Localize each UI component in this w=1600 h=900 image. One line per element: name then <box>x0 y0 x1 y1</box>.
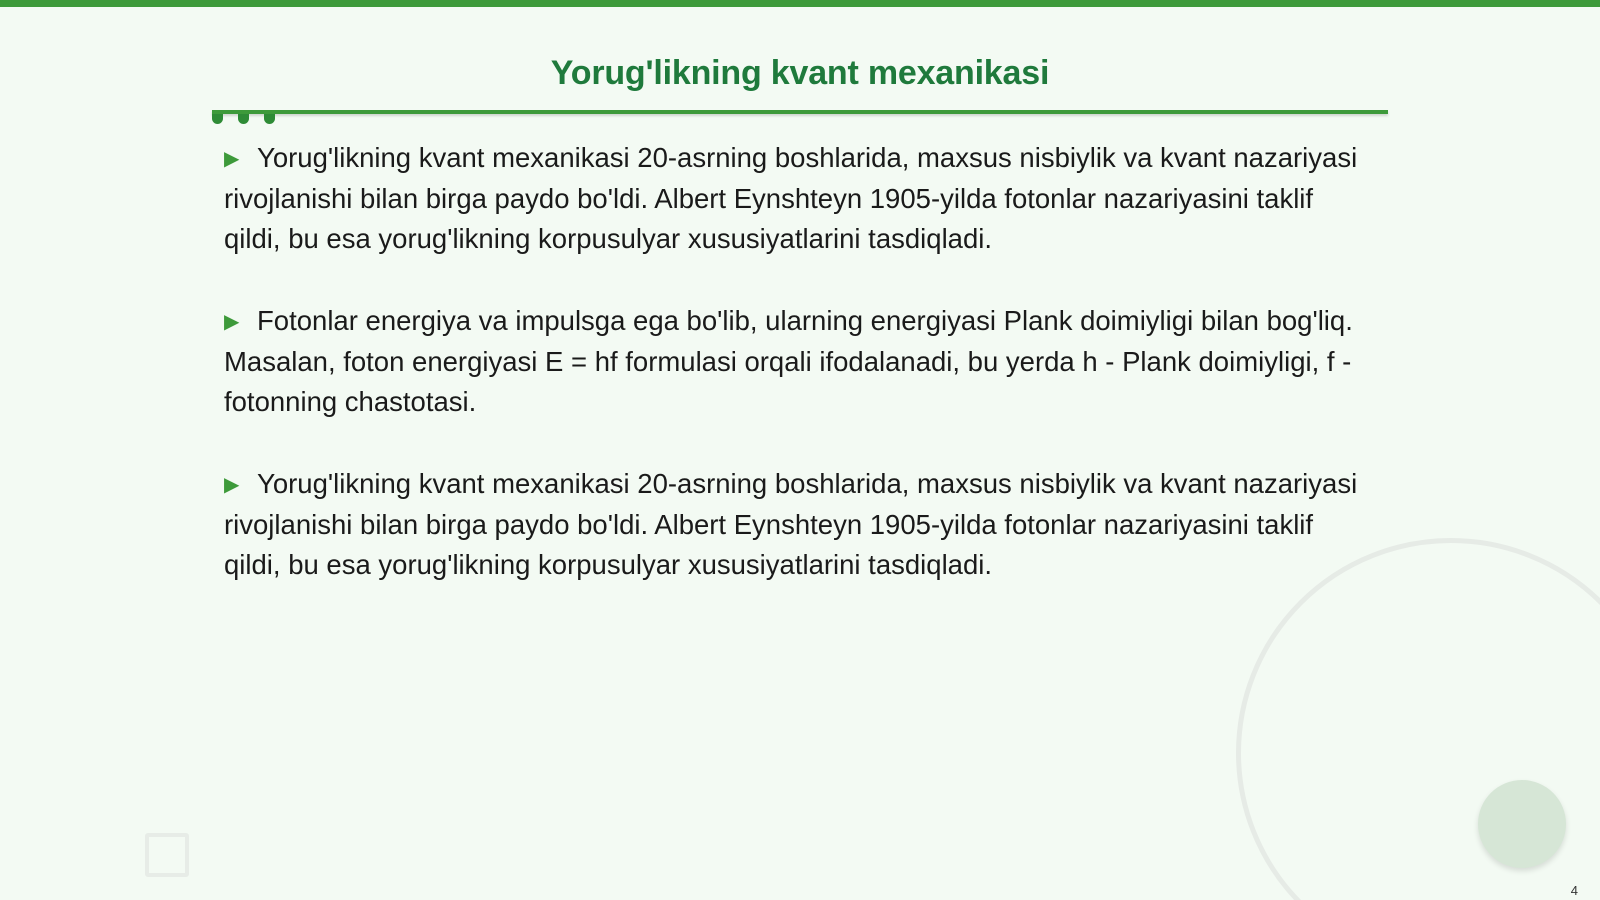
triangle-right-icon: ▶ <box>224 148 240 170</box>
slide-title: Yorug'likning kvant mexanikasi <box>550 54 1050 92</box>
bullet-paragraph-3 <box>224 464 1374 585</box>
paragraph-text: Yorug'likning kvant mexanikasi 20-asrning boshlarida, maxsus nisbiylik va kvant nazariyasi rivojlanishi bilan birga paydo bo'ldi. Albert Eynshteyn 1905-yilda fotonlar nazariyasini taklif qildi, bu esa yorug'likning korpusulyar xususiyatlarini tasdiqladi. <box>224 468 1358 580</box>
decorative-dot <box>238 114 249 124</box>
title-underline <box>212 110 1388 114</box>
bullet-paragraph-1 <box>224 138 1374 259</box>
bullet-paragraph-2 <box>224 301 1374 422</box>
decorative-square <box>145 833 189 877</box>
bullet-list <box>224 138 1374 627</box>
top-accent-bar <box>0 0 1600 7</box>
triangle-right-icon: ▶ <box>224 311 240 333</box>
page-number: 4 <box>1570 883 1578 898</box>
triangle-right-icon: ▶ <box>224 474 240 496</box>
paragraph-text: Yorug'likning kvant mexanikasi 20-asrning boshlarida, maxsus nisbiylik va kvant nazariyasi rivojlanishi bilan birga paydo bo'ldi. Albert Eynshteyn 1905-yilda fotonlar nazariyasini taklif qildi, bu esa yorug'likning korpusulyar xususiyatlarini tasdiqladi. <box>224 142 1358 254</box>
decorative-dot <box>212 114 223 124</box>
decorative-circle-filled <box>1478 780 1566 868</box>
paragraph-text: Fotonlar energiya va impulsga ega bo'lib, ularning energiyasi Plank doimiyligi bilan bog'liq. Masalan, foton energiyasi E = hf formulasi orqali ifodalanadi, bu yerda h - Plank doimiyligi, f - fotonning chastotasi. <box>224 305 1353 417</box>
decorative-dot <box>264 114 275 124</box>
